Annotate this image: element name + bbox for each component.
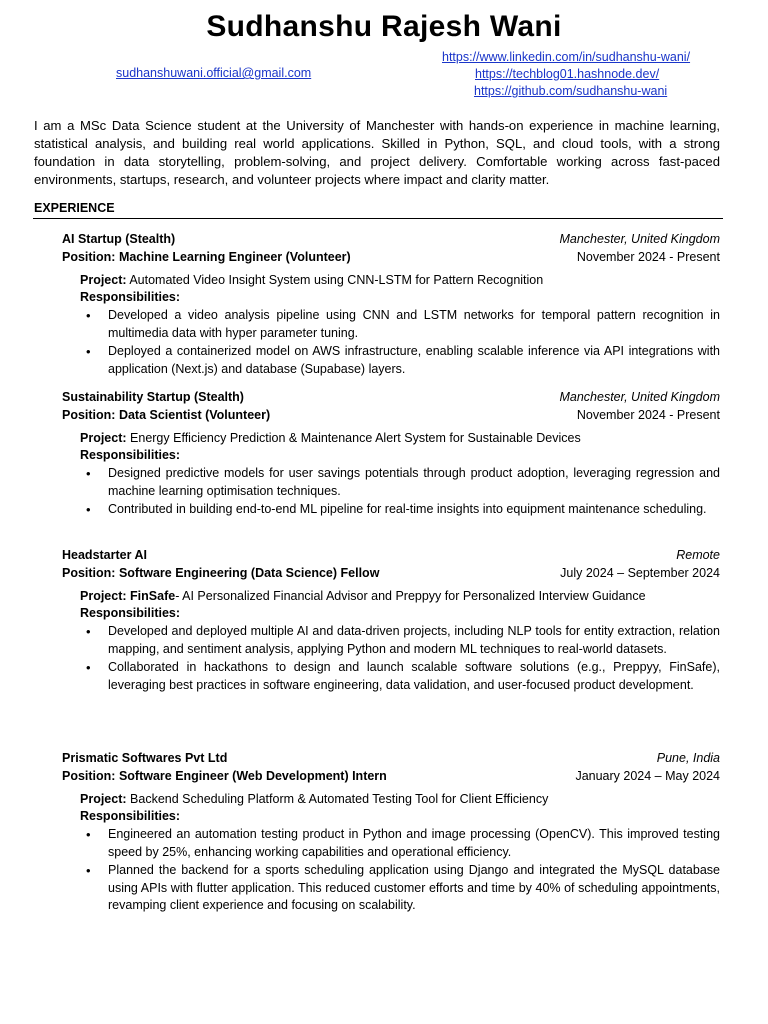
company-name: AI Startup (Stealth)	[62, 232, 176, 246]
job-entry	[62, 547, 720, 694]
profile-links	[420, 49, 740, 100]
project-text: Automated Video Insight System using CNN-LSTM for Pattern Recognition	[129, 272, 544, 287]
list-item: • Planned the backend for a sports scheduling application using Django and integrated the MySQL database using APIs with flutter application. This reduced customer efforts and time by 40% of scheduling appointments, revamping client experience and focusing on scalability.	[108, 862, 720, 915]
blog-link[interactable]: https://techblog01.hashnode.dev/	[475, 67, 660, 81]
list-item: • Developed a video analysis pipeline using CNN and LSTM networks for temporal pattern recognition in multimedia data with hyper parameter tuning.	[108, 307, 720, 343]
project-label: Project:	[80, 588, 127, 603]
section-title-experience: EXPERIENCE	[34, 201, 115, 215]
job-dates: November 2024 - Present	[576, 407, 720, 422]
github-link[interactable]: https://github.com/sudhanshu-wani	[474, 84, 668, 98]
list-item: • Deployed a containerized model on AWS infrastructure, enabling scalable inference via API integrations with application (Next.js) and database (Supabase) layers.	[108, 343, 720, 379]
responsibility-list	[62, 623, 720, 694]
list-item: • Developed and deployed multiple AI and data-driven projects, including NLP tools for entity extraction, relation mapping, and sentiment analysis, applying Python and modern ML techniques to real-world datasets.	[108, 623, 720, 659]
page-name: Sudhanshu Rajesh Wani	[206, 10, 562, 43]
job-entry	[62, 750, 720, 915]
job-location: Manchester, United Kingdom	[559, 390, 720, 404]
summary-paragraph: I am a MSc Data Science student at the University of Manchester with hands-on experience in machine learning, statistical analysis, and building real world applications. Skilled in Python, SQL, and cloud tools, with a strong foundation in data storytelling, problem-solving, and project delivery. Comfortable working across fast-paced environments, startups, research, and volunteer projects where impact and clarity matter.	[34, 118, 720, 187]
job-position: Position: Software Engineer (Web Development) Intern	[62, 768, 387, 783]
responsibilities-label: Responsibilities:	[80, 290, 181, 305]
project-label: Project:	[80, 272, 127, 287]
project-name: FinSafe	[130, 588, 176, 603]
list-item: • Contributed in building end-to-end ML pipeline for real-time insights into equipment maintenance scheduling.	[108, 501, 720, 519]
responsibility-list	[62, 465, 720, 518]
job-entry	[62, 231, 720, 378]
job-dates: July 2024 – September 2024	[560, 565, 720, 580]
list-item: • Designed predictive models for user savings potentials through product adoption, leveraging regression and machine learning optimisation techniques.	[108, 465, 720, 501]
responsibility-list	[62, 307, 720, 378]
job-dates: January 2024 – May 2024	[575, 768, 720, 783]
job-position: Position: Machine Learning Engineer (Volunteer)	[62, 249, 351, 264]
responsibilities-label: Responsibilities:	[80, 448, 181, 463]
job-location: Manchester, United Kingdom	[559, 232, 720, 246]
job-entry	[62, 389, 720, 519]
job-position: Position: Software Engineering (Data Science) Fellow	[62, 565, 380, 580]
job-dates: November 2024 - Present	[576, 249, 720, 264]
project-text: Energy Efficiency Prediction & Maintenance Alert System for Sustainable Devices	[130, 430, 581, 445]
job-position: Position: Data Scientist (Volunteer)	[62, 407, 271, 422]
company-name: Prismatic Softwares Pvt Ltd	[62, 751, 228, 765]
responsibility-list	[62, 826, 720, 915]
company-name: Sustainability Startup (Stealth)	[62, 390, 244, 404]
project-text: - AI Personalized Financial Advisor and Preppyy for Personalized Interview Guidance	[175, 588, 646, 603]
company-name: Headstarter AI	[62, 548, 147, 562]
project-text: Backend Scheduling Platform & Automated Testing Tool for Client Efficiency	[130, 791, 549, 806]
responsibilities-label: Responsibilities:	[80, 809, 181, 824]
project-label: Project:	[80, 791, 127, 806]
project-label: Project:	[80, 430, 127, 445]
job-location: Pune, India	[656, 751, 720, 765]
email-link[interactable]: sudhanshuwani.official@gmail.com	[116, 66, 312, 80]
list-item: • Collaborated in hackathons to design and launch scalable software solutions (e.g., Preppyy, FinSafe), leveraging best practices in software engineering, data validation, and user-focused product development.	[108, 659, 720, 695]
job-location: Remote	[676, 548, 720, 562]
list-item: • Engineered an automation testing product in Python and image processing (OpenCV). This improved testing speed by 25%, enhancing working capabilities and operational efficiency.	[108, 826, 720, 862]
responsibilities-label: Responsibilities:	[80, 606, 181, 621]
linkedin-link[interactable]: https://www.linkedin.com/in/sudhanshu-wani/	[442, 50, 691, 64]
section-divider	[33, 218, 723, 219]
